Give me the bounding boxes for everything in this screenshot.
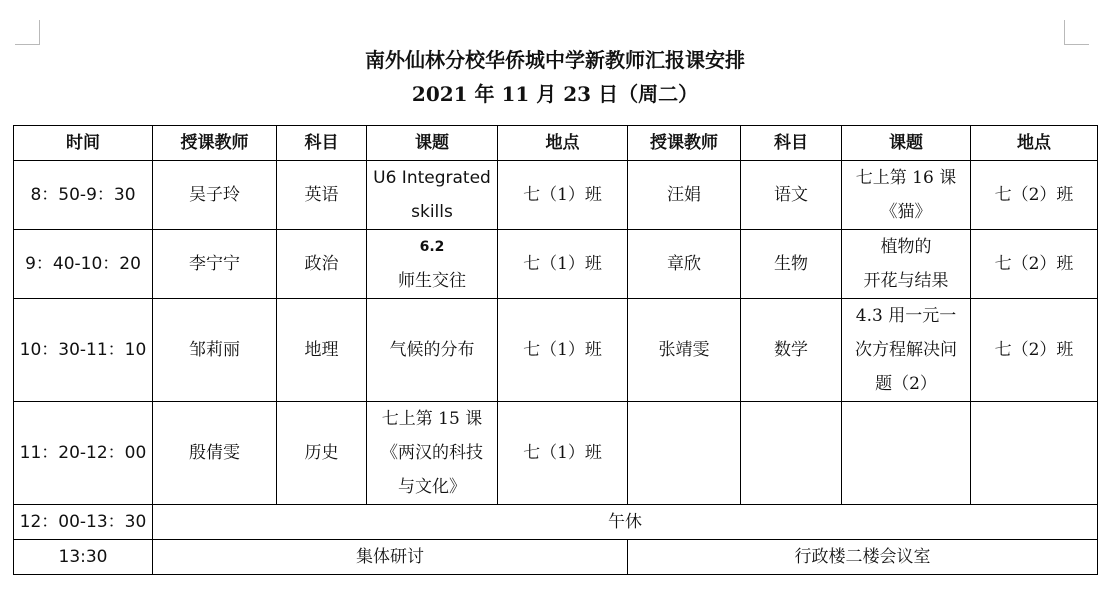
- empty-cell: [971, 402, 1098, 505]
- place-cell: 七（2）班: [971, 299, 1098, 402]
- teacher-cell: 张靖雯: [628, 299, 741, 402]
- table-row: [14, 230, 1098, 299]
- subject-cell: 语文: [741, 161, 842, 230]
- place-cell: 七（1）班: [498, 230, 628, 299]
- lunch-break-cell: 午休: [153, 505, 1098, 540]
- document-title: 南外仙林分校华侨城中学新教师汇报课安排: [365, 48, 745, 72]
- topic-cell: [367, 230, 498, 299]
- header-topic-a: 课题: [367, 126, 498, 161]
- table-row: [14, 299, 1098, 402]
- topic-cell: [842, 161, 971, 230]
- topic-line: 6.2: [419, 239, 445, 255]
- table-row: [14, 402, 1098, 505]
- header-teacher-b: 授课教师: [628, 126, 741, 161]
- topic-line: 七上第 15 课: [381, 409, 483, 429]
- subject-cell: 英语: [277, 161, 367, 230]
- header-place-a: 地点: [498, 126, 628, 161]
- place-cell: 七（1）班: [498, 299, 628, 402]
- header-time: 时间: [14, 126, 153, 161]
- teacher-cell: 邹莉丽: [153, 299, 277, 402]
- topic-line: 《两汉的科技: [381, 443, 483, 463]
- teacher-cell: 殷倩雯: [153, 402, 277, 505]
- empty-cell: [842, 402, 971, 505]
- time-cell: 13:30: [14, 540, 153, 575]
- topic-line: 气候的分布: [389, 340, 475, 360]
- header-teacher-a: 授课教师: [153, 126, 277, 161]
- topic-cell: [367, 161, 498, 230]
- topic-line: 题（2）: [875, 374, 937, 394]
- subject-cell: 生物: [741, 230, 842, 299]
- topic-line: 七上第 16 课: [855, 168, 957, 188]
- topic-cell: [842, 230, 971, 299]
- place-cell: 七（1）班: [498, 402, 628, 505]
- teacher-cell: 章欣: [628, 230, 741, 299]
- topic-cell: [367, 299, 498, 402]
- topic-line: 4.3 用一元一: [855, 306, 957, 326]
- header-row: [14, 126, 1098, 161]
- header-place-b: 地点: [971, 126, 1098, 161]
- topic-line: 次方程解决问: [855, 340, 957, 360]
- header-topic-b: 课题: [842, 126, 971, 161]
- topic-cell: [367, 402, 498, 505]
- topic-cell: [842, 299, 971, 402]
- page-corner-mark-top-right: [1064, 20, 1089, 45]
- teacher-cell: 李宁宁: [153, 230, 277, 299]
- place-cell: 七（2）班: [971, 230, 1098, 299]
- header-subject-b: 科目: [741, 126, 842, 161]
- table-row: [14, 161, 1098, 230]
- header-subject-a: 科目: [277, 126, 367, 161]
- place-cell: 七（2）班: [971, 161, 1098, 230]
- empty-cell: [741, 402, 842, 505]
- place-cell: 七（1）班: [498, 161, 628, 230]
- topic-line: skills: [411, 202, 453, 222]
- topic-line: 开花与结果: [863, 271, 949, 291]
- meeting-activity-cell: 集体研讨: [153, 540, 628, 575]
- meeting-row: [14, 540, 1098, 575]
- subject-cell: 地理: [277, 299, 367, 402]
- time-cell: 8：50-9：30: [14, 161, 153, 230]
- topic-line: 植物的: [880, 237, 932, 257]
- topic-line: 《猫》: [880, 202, 932, 222]
- topic-line: 与文化》: [398, 477, 466, 497]
- topic-line: U6 Integrated: [373, 168, 491, 188]
- teacher-cell: 汪娟: [628, 161, 741, 230]
- time-cell: 10：30-11：10: [14, 299, 153, 402]
- schedule-table: [13, 125, 1098, 575]
- time-cell: 9：40-10：20: [14, 230, 153, 299]
- teacher-cell: 吴子玲: [153, 161, 277, 230]
- page-corner-mark-top-left: [15, 20, 40, 45]
- time-cell: 12：00-13：30: [14, 505, 153, 540]
- time-cell: 11：20-12：00: [14, 402, 153, 505]
- document-date: 2021 年 11 月 23 日（周二）: [411, 82, 699, 106]
- empty-cell: [628, 402, 741, 505]
- topic-line: 师生交往: [398, 271, 466, 291]
- meeting-location-cell: 行政楼二楼会议室: [628, 540, 1098, 575]
- lunch-row: [14, 505, 1098, 540]
- subject-cell: 数学: [741, 299, 842, 402]
- subject-cell: 历史: [277, 402, 367, 505]
- subject-cell: 政治: [277, 230, 367, 299]
